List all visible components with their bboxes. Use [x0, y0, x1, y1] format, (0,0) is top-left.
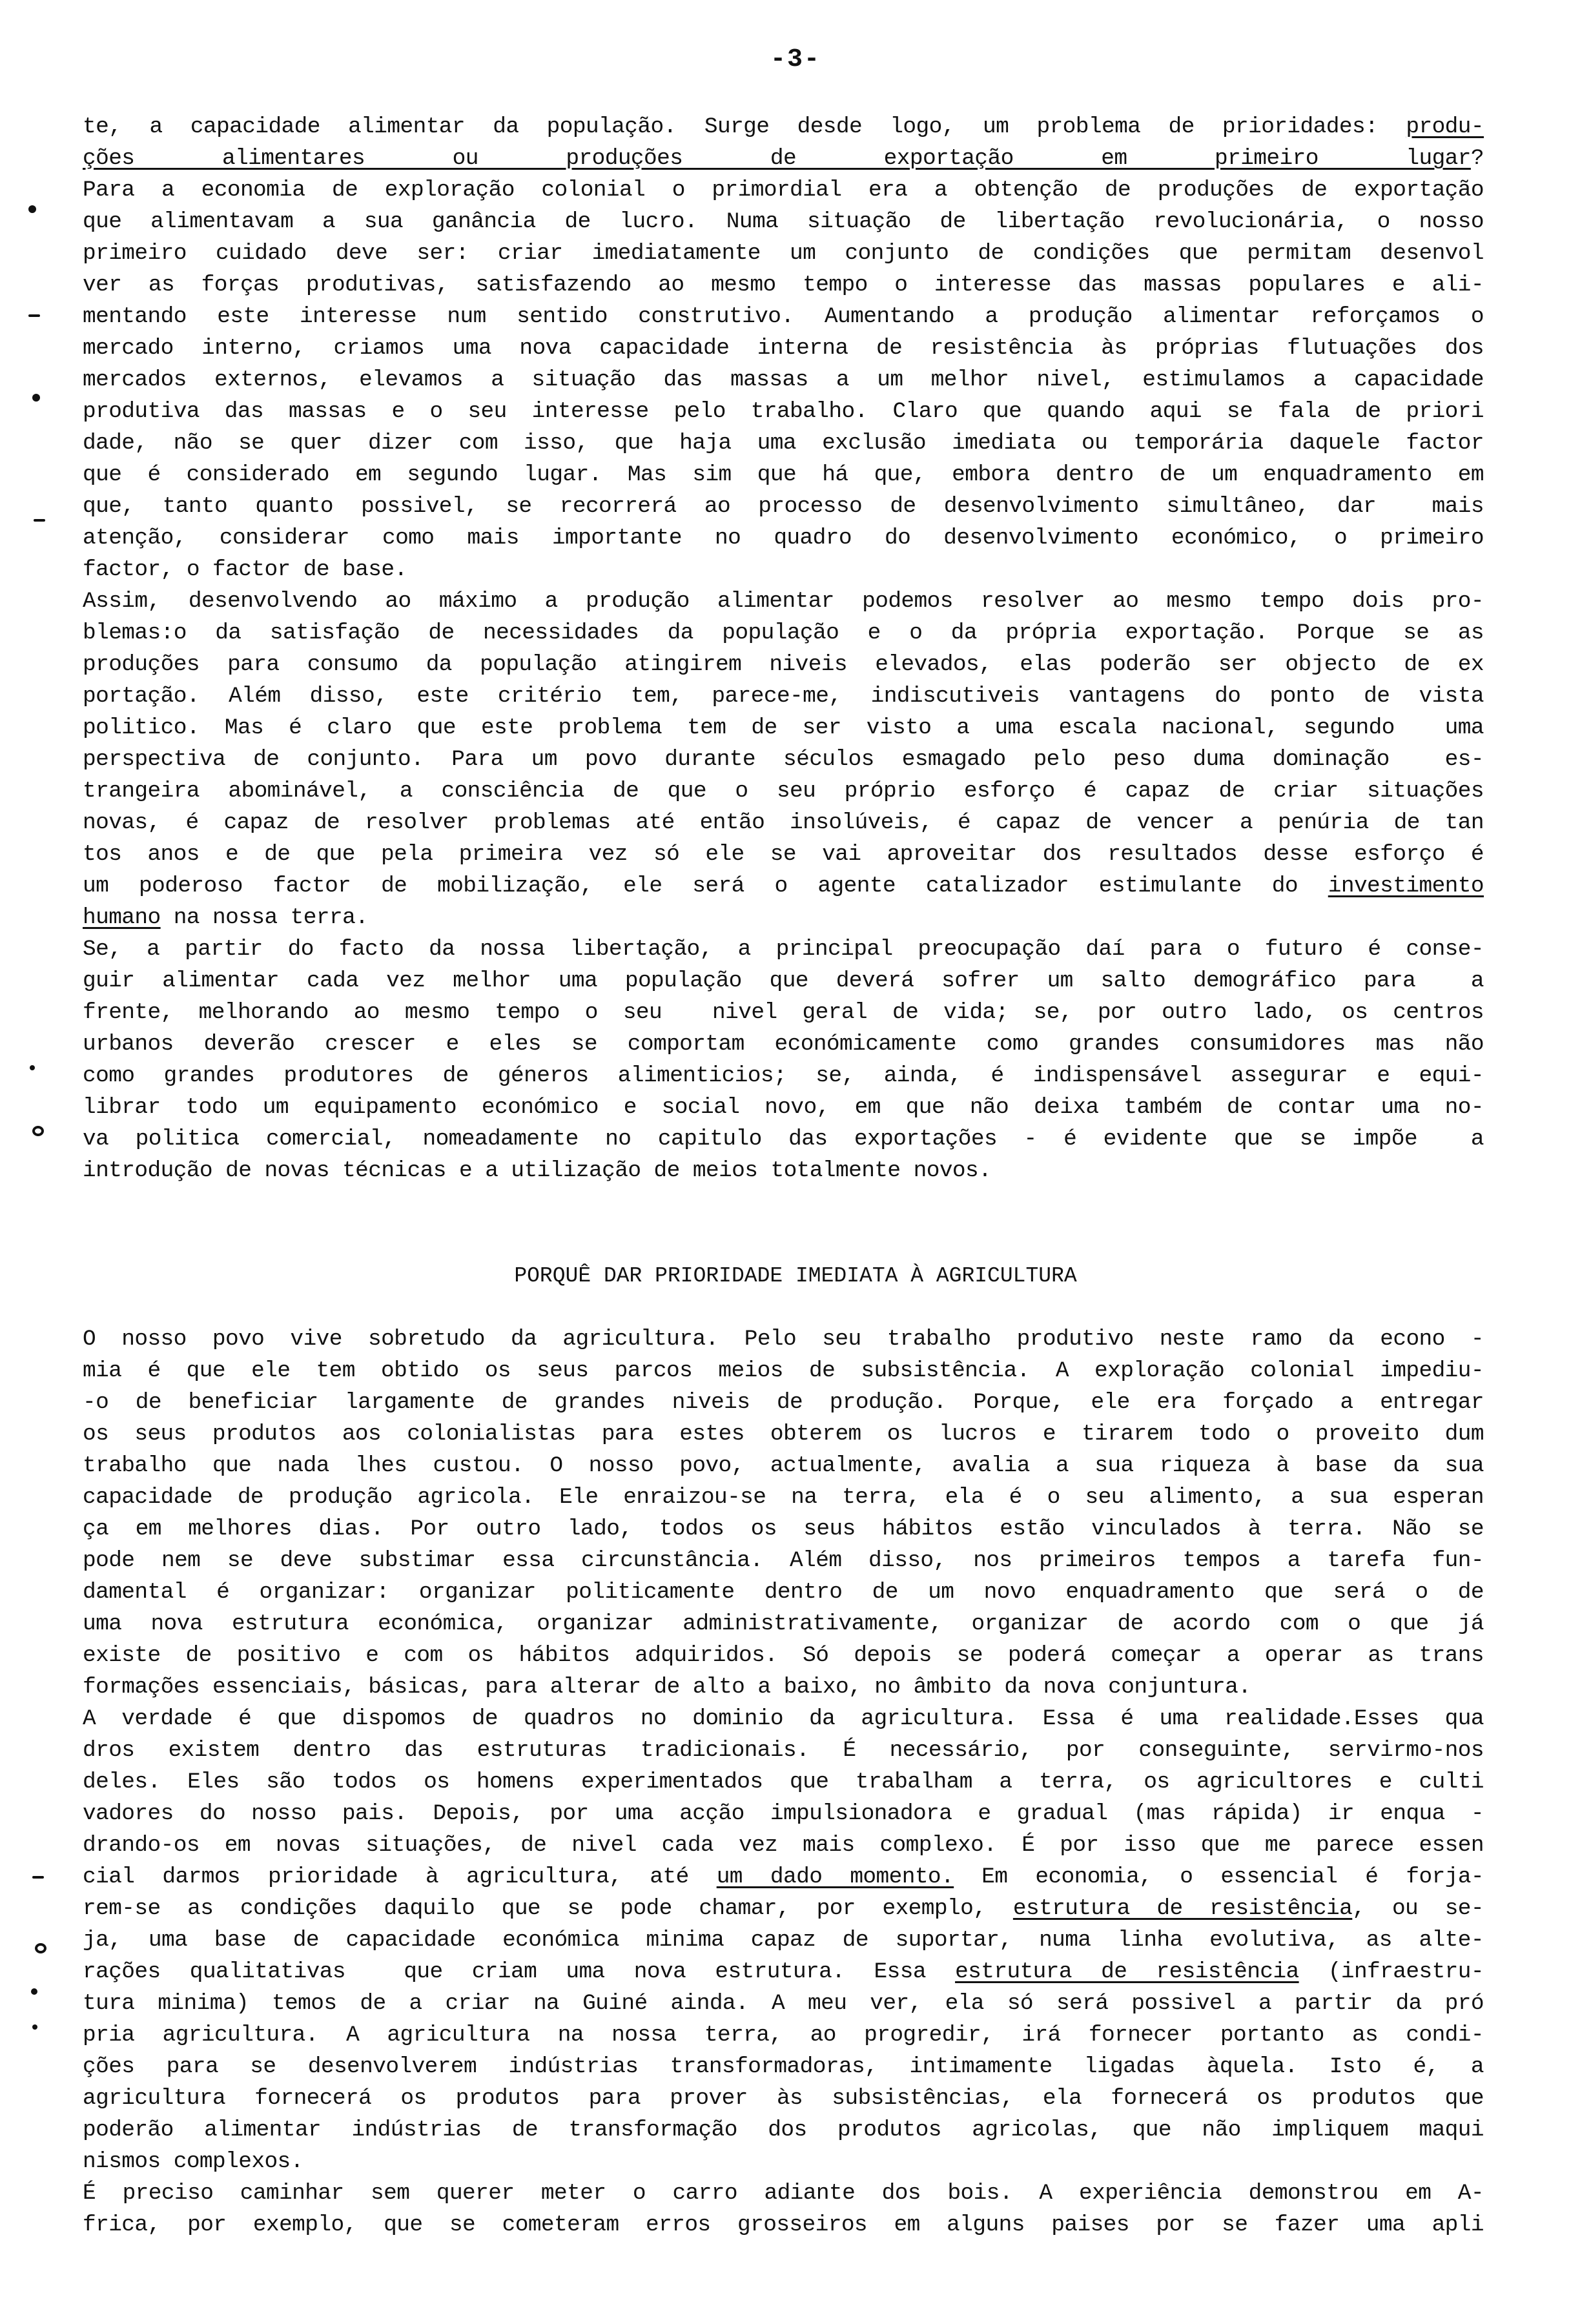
line-text: librar todo um equipamento económico e social novo, em que não deixa também de contar uma no-	[83, 1095, 1484, 1120]
line-text: , ou se-	[1352, 1896, 1484, 1921]
text-line	[83, 238, 1484, 269]
text-line	[83, 1387, 1484, 1418]
text-line	[83, 2177, 1484, 2209]
line-text: que é considerado em segundo lugar. Mas sim que há que, embora dentro de um enquadramento em	[83, 462, 1484, 487]
text-line	[83, 1861, 1484, 1893]
line-text: damental é organizar: organizar politicamente dentro de um novo enquadramento que será o de	[83, 1580, 1484, 1605]
underlined-phrase: investimento	[1328, 873, 1484, 899]
text-line	[83, 1123, 1484, 1155]
text-line	[83, 364, 1484, 396]
text-line	[83, 1703, 1484, 1735]
line-text: Para a economia de exploração colonial o primordial era a obtenção de produções de exportação	[83, 178, 1484, 203]
line-text: politico. Mas é claro que este problema tem de ser visto a uma escala nacional, segundo uma	[83, 715, 1484, 740]
text-line	[83, 965, 1484, 997]
text-line	[83, 491, 1484, 522]
text-line	[83, 807, 1484, 839]
text-line	[83, 301, 1484, 332]
line-text: vadores do nosso pais. Depois, por uma acção impulsionadora e gradual (mas rápida) ir enqua -	[83, 1801, 1484, 1826]
line-text: Se, a partir do facto da nossa libertação, a principal preocupação daí para o futuro é conse-	[83, 937, 1484, 962]
margin-mark	[31, 1988, 37, 1995]
text-line	[83, 2083, 1484, 2114]
section-heading: PORQUÊ DAR PRIORIDADE IMEDIATA À AGRICULTURA	[514, 1264, 1077, 1288]
line-text: factor, o factor de base.	[83, 557, 407, 582]
line-text: dade, não se quer dizer com isso, que haja uma exclusão imediata ou temporária daquele factor	[83, 431, 1484, 456]
line-text: introdução de novas técnicas e a utilização de meios totalmente novos.	[83, 1158, 992, 1183]
line-text: Assim, desenvolvendo ao máximo a produção alimentar podemos resolver ao mesmo tempo dois pro-	[83, 589, 1484, 614]
text-line	[83, 1798, 1484, 1830]
line-text: trangeira abominável, a consciência de que o seu próprio esforço é capaz de criar situações	[83, 779, 1484, 804]
text-line	[83, 332, 1484, 364]
text-line	[83, 2209, 1484, 2241]
line-text: produções para consumo da população atingirem niveis elevados, elas poderão ser objecto de ex	[83, 652, 1484, 677]
underlined-phrase: estrutura de resistência	[1012, 1896, 1353, 1921]
line-text: rem-se as condições daquilo que se pode chamar, por exemplo,	[83, 1896, 1013, 1921]
text-line	[83, 111, 1484, 143]
line-text: perspectiva de conjunto. Para um povo durante séculos esmagado pelo peso duma dominação es-	[83, 747, 1484, 772]
text-line	[83, 1924, 1484, 1956]
text-line	[83, 1450, 1484, 1482]
line-text: atenção, considerar como mais importante no quadro do desenvolvimento económico, o primeiro	[83, 525, 1484, 551]
line-text: drando-os em novas situações, de nivel cada vez mais complexo. É por isso que me parece essen	[83, 1833, 1484, 1858]
line-text: como grandes produtores de géneros alimenticios; se, ainda, é indispensável assegurar e equi-	[83, 1063, 1484, 1088]
text-line	[83, 839, 1484, 870]
text-line	[83, 1355, 1484, 1387]
text-line	[83, 933, 1484, 965]
margin-mark	[34, 519, 45, 522]
line-text: pode nem se deve substimar essa circunstância. Além disso, nos primeiros tempos a tarefa fun-	[83, 1548, 1484, 1573]
line-text: frente, melhorando ao mesmo tempo o seu nivel geral de vida; se, por outro lado, os centros	[83, 1000, 1484, 1025]
line-text: urbanos deverão crescer e eles se comportam económicamente como grandes consumidores mas não	[83, 1032, 1484, 1057]
text-line	[83, 680, 1484, 712]
line-text: rações qualitativas que criam uma nova estrutura. Essa	[83, 1959, 956, 1984]
text-line	[83, 2114, 1484, 2146]
text-line	[83, 2146, 1484, 2177]
line-text: agricultura fornecerá os produtos para prover às subsistências, ela fornecerá os produtos que	[83, 2086, 1484, 2111]
line-text: va politica comercial, nomeadamente no capitulo das exportações - é evidente que se impõe a	[83, 1126, 1484, 1152]
line-text: ça em melhores dias. Por outro lado, todos os seus hábitos estão vinculados à terra. Não se	[83, 1516, 1484, 1542]
underlined-phrase: um dado momento.	[716, 1864, 954, 1890]
line-text: um poderoso factor de mobilização, ele será o agente catalizador estimulante do	[83, 873, 1328, 899]
text-line	[83, 997, 1484, 1028]
line-text: te, a capacidade alimentar da população. Surge desde logo, um problema de prioridades:	[83, 114, 1406, 139]
line-text: frica, por exemplo, que se cometeram erros grosseiros em alguns paises por se fazer uma apli	[83, 2212, 1484, 2237]
section-2-body	[83, 1323, 1484, 2241]
margin-mark	[30, 1065, 35, 1070]
text-line	[83, 1671, 1484, 1703]
line-text: É preciso caminhar sem querer meter o carro adiante dos bois. A experiência demonstrou em A-	[83, 2181, 1484, 2206]
text-line	[83, 1028, 1484, 1060]
line-text: formações essenciais, básicas, para alterar de alto a baixo, no âmbito da nova conjuntura.	[83, 1675, 1251, 1700]
text-line	[83, 712, 1484, 744]
line-text: mercado interno, criamos uma nova capacidade interna de resistência às próprias flutuações dos	[83, 336, 1484, 361]
line-text: tos anos e de que pela primeira vez só ele se vai aproveitar dos resultados desse esforço é	[83, 842, 1484, 867]
text-line	[83, 1735, 1484, 1766]
text-line	[83, 1060, 1484, 1092]
text-line	[83, 1830, 1484, 1861]
line-text: uma nova estrutura económica, organizar administrativamente, organizar de acordo com o que já	[83, 1611, 1484, 1636]
line-text: poderão alimentar indústrias de transformação dos produtos agricolas, que não impliquem maqui	[83, 2117, 1484, 2143]
line-text: O nosso povo vive sobretudo da agricultura. Pelo seu trabalho produtivo neste ramo da econo -	[83, 1327, 1484, 1352]
text-line	[83, 2019, 1484, 2051]
line-text: ?	[1470, 146, 1484, 171]
text-line	[83, 206, 1484, 238]
text-line	[83, 1092, 1484, 1123]
line-text: na nossa terra.	[160, 905, 369, 930]
line-text: capacidade de produção agricola. Ele enraizou-se na terra, ela é o seu alimento, a sua esperan	[83, 1485, 1484, 1510]
line-text: mentando este interesse num sentido construtivo. Aumentando a produção alimentar reforçamos o	[83, 304, 1484, 329]
line-text: guir alimentar cada vez melhor uma população que deverá sofrer um salto demográfico para a	[83, 968, 1484, 994]
text-line	[83, 174, 1484, 206]
margin-mark	[32, 1876, 44, 1879]
text-line	[83, 2051, 1484, 2083]
margin-mark	[32, 394, 40, 402]
line-text: ja, uma base de capacidade económica minima capaz de suportar, numa linha evolutiva, as alte-	[83, 1928, 1484, 1953]
margin-mark	[28, 314, 40, 317]
margin-mark	[32, 2024, 37, 2030]
margin-mark	[28, 205, 36, 213]
text-line	[83, 775, 1484, 807]
text-line	[83, 1576, 1484, 1608]
text-line	[83, 1323, 1484, 1355]
text-line	[83, 554, 1484, 586]
line-text: os seus produtos aos colonialistas para estes obterem os lucros e tirarem todo o proveito dum	[83, 1422, 1484, 1447]
margin-mark	[35, 1943, 46, 1953]
line-text: novas, é capaz de resolver problemas até então insolúveis, é capaz de vencer a penúria de tan	[83, 810, 1484, 835]
text-line	[83, 459, 1484, 491]
line-text: primeiro cuidado deve ser: criar imediatamente um conjunto de condições que permitam desenvol	[83, 241, 1484, 266]
text-line	[83, 1766, 1484, 1798]
text-line	[83, 617, 1484, 649]
line-text: -o de beneficiar largamente de grandes niveis de produção. Porque, ele era forçado a entregar	[83, 1390, 1484, 1415]
text-line	[83, 870, 1484, 902]
line-text: portação. Além disso, este critério tem, parece-me, indiscutiveis vantagens do ponto de vista	[83, 684, 1484, 709]
text-line	[83, 1155, 1484, 1187]
line-text: dros existem dentro das estruturas tradicionais. É necessário, por conseguinte, servirmo-nos	[83, 1738, 1484, 1763]
text-line	[83, 522, 1484, 554]
text-line	[83, 649, 1484, 680]
page-number: -3-	[770, 45, 821, 74]
line-text: mia é que ele tem obtido os seus parcos meios de subsistência. A exploração colonial impediu-	[83, 1358, 1484, 1383]
line-text: Em economia, o essencial é forja-	[954, 1864, 1484, 1890]
line-text: mercados externos, elevamos a situação das massas a um melhor nivel, estimulamos a capacidade	[83, 367, 1484, 392]
line-text: nismos complexos.	[83, 2149, 303, 2174]
line-text: existe de positivo e com os hábitos adquiridos. Só depois se poderá começar a operar as trans	[83, 1643, 1484, 1668]
text-line	[83, 1418, 1484, 1450]
text-line	[83, 744, 1484, 775]
underlined-phrase: produ-	[1406, 114, 1484, 139]
margin-mark	[32, 1126, 44, 1136]
line-text: produtiva das massas e o seu interesse pelo trabalho. Claro que quando aqui se fala de priori	[83, 399, 1484, 424]
text-line	[83, 586, 1484, 617]
text-line	[83, 1988, 1484, 2019]
underlined-phrase: humano	[83, 905, 161, 930]
line-text: pria agricultura. A agricultura na nossa terra, ao progredir, irá fornecer portanto as condi-	[83, 2023, 1484, 2048]
line-text: (infraestru-	[1298, 1959, 1484, 1984]
text-line	[83, 396, 1484, 427]
text-line	[83, 1608, 1484, 1640]
text-line	[83, 1893, 1484, 1924]
line-text: deles. Eles são todos os homens experimentados que trabalham a terra, os agricultores e culti	[83, 1769, 1484, 1795]
line-text: ver as forças produtivas, satisfazendo ao mesmo tempo o interesse das massas populares e ali-	[83, 272, 1484, 298]
line-text: trabalho que nada lhes custou. O nosso povo, actualmente, avalia a sua riqueza à base da sua	[83, 1453, 1484, 1478]
text-line	[83, 1545, 1484, 1576]
line-text: blemas:o da satisfação de necessidades da população e o da própria exportação. Porque se as	[83, 620, 1484, 646]
text-line	[83, 1956, 1484, 1988]
line-text: tura minima) temos de a criar na Guiné ainda. A meu ver, ela só será possivel a partir da pró	[83, 1991, 1484, 2016]
underlined-phrase: estrutura de resistência	[955, 1959, 1299, 1984]
text-line	[83, 427, 1484, 459]
underlined-phrase: ções alimentares ou produções de exportação em primeiro lugar	[83, 146, 1471, 171]
text-line	[83, 269, 1484, 301]
line-text: cial darmos prioridade à agricultura, até	[83, 1864, 717, 1890]
section-1-body	[83, 111, 1484, 1187]
line-text: que, tanto quanto possivel, se recorrerá ao processo de desenvolvimento simultâneo, dar mais	[83, 494, 1484, 519]
line-text: ções para se desenvolverem indústrias transformadoras, intimamente ligadas àquela. Isto é, a	[83, 2054, 1484, 2079]
text-line	[83, 902, 1484, 933]
text-line	[83, 1482, 1484, 1513]
text-line	[83, 1640, 1484, 1671]
line-text: que alimentavam a sua ganância de lucro. Numa situação de libertação revolucionária, o nosso	[83, 209, 1484, 234]
line-text: A verdade é que dispomos de quadros no dominio da agricultura. Essa é uma realidade.Esses qua	[83, 1706, 1484, 1731]
text-line	[83, 1513, 1484, 1545]
text-line	[83, 143, 1484, 174]
